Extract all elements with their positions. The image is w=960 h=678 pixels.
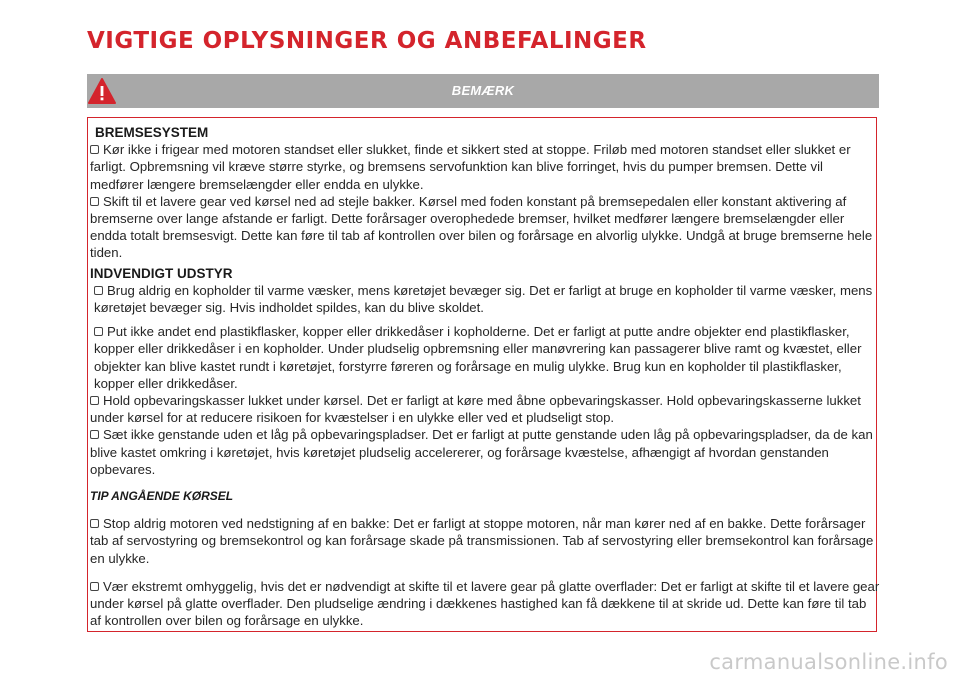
checkbox-bullet-icon: [90, 396, 99, 405]
section-heading-driving: TIP ANGÅENDE KØRSEL: [90, 489, 234, 504]
watermark: carmanualsonline.info: [709, 650, 948, 674]
list-item: Stop aldrig motoren ved nedstigning af en bakke: Det er farligt at stoppe motoren, når man kører ned af en bakke. Dette forårsager tab af servostyring og bremsekontrol og kan forårsage skade på transmissionen. Tab af servostyring eller bremsekontrol kan forårsage en ulykke.: [90, 516, 874, 566]
list-item: Hold opbevaringskasser lukket under kørsel. Det er farligt at køre med åbne opbevaringskasser. Hold opbevaringskasserne lukket under kørsel for at reducere risikoen for kvæstelser i en ulykke eller ved et pludseligt stop.: [90, 393, 861, 426]
page-title: VIGTIGE OPLYSNINGER OG ANBEFALINGER: [87, 28, 647, 54]
list-item: Brug aldrig en kopholder til varme væsker, mens køretøjet bevæger sig. Det er farligt at bruge en kopholder til varme væsker, mens køretøjet bevæger sig. Hvis indholdet spildes, kan du blive skoldet.: [94, 282, 873, 316]
list-item: Sæt ikke genstande uden et låg på opbevaringspladser. Det er farligt at putte genstande uden låg på opbevaringspladser, da de kan blive kastet omkring i køretøjet, hvis køretøjet pludselig accelererer, og forårsage kvæstelse, afhængigt af hvordan genstanden opbevares.: [90, 427, 873, 477]
section-heading-brake: BREMSESYSTEM: [95, 125, 209, 140]
list-item: Skift til et lavere gear ved kørsel ned ad stejle bakker. Kørsel med foden konstant på bremsepedalen eller konstant aktivering af bremserne over lange afstande er farligt. Dette forårsager overophedede bremser, hvilket medfører længere bremselængder eller endda totalt bremsesvigt. Dette kan føre til tab af kontrollen over bilen og forårsage en alvorlig ulykke. Undgå at bruge bremserne hele tiden.: [90, 193, 873, 261]
section-heading-interior: INDVENDIGT UDSTYR: [90, 265, 233, 281]
checkbox-bullet-icon: [90, 430, 99, 439]
note-content: [90, 124, 880, 629]
checkbox-bullet-icon: [90, 197, 99, 206]
checkbox-bullet-icon: [94, 286, 103, 295]
list-item: Put ikke andet end plastikflasker, kopper eller drikkedåser i kopholderne. Det er farligt at putte andre objekter end plastikflasker, kopper eller drikkedåser i en kopholder. Under pludselig opbremsning eller manøvrering kan passagerer blive ramt og kvæstet, eller objekter kan blive kastet rundt i køretøjet, forstyrre føreren og forårsage en mulig ulykke. Brug kun en kopholder til plastikflasker, kopper eller drikkedåser.: [94, 324, 862, 391]
checkbox-bullet-icon: [94, 327, 103, 336]
note-label: BEMÆRK: [451, 83, 515, 98]
checkbox-bullet-icon: [90, 582, 99, 591]
list-item: Vær ekstremt omhyggelig, hvis det er nødvendigt at skifte til et lavere gear på glatte overflader: Det er farligt at skifte til et lavere gear under kørsel på glatte overflader. Den pludselige ændring i dækkenes hastighed kan få dækkene til at skride ud. Dette kan føre til tab af kontrollen over bilen og forårsage en ulykke.: [90, 578, 880, 629]
list-item: Kør ikke i frigear med motoren standset eller slukket, finde et sikkert sted at stoppe. Friløb med motoren standset eller slukket er farligt. Opbremsning vil kræve større styrke, og bremsens servofunktion kan blive forringet, hvis du pumper bremsen. Dette vil medfører længere bremselængder eller endda en ulykke.: [90, 142, 851, 192]
note-header-bar: [87, 74, 879, 108]
checkbox-bullet-icon: [90, 519, 99, 528]
checkbox-bullet-icon: [90, 145, 99, 154]
